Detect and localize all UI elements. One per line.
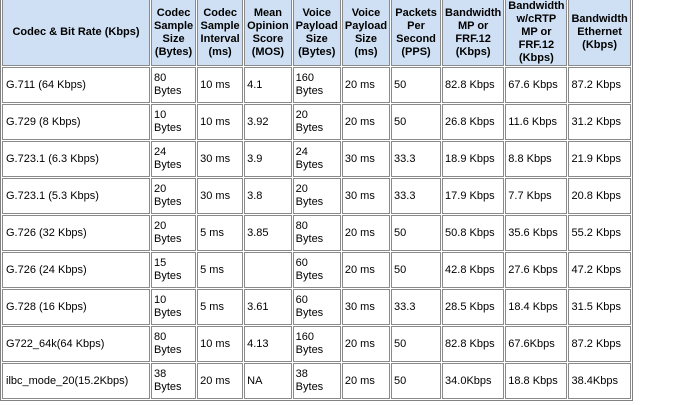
cell-sample-interval: 5 ms [197, 289, 243, 325]
cell-payload-bytes: 160 Bytes [293, 67, 341, 103]
cell-pps: 50 [391, 67, 441, 103]
cell-bandwidth-mp: 82.8 Kbps [442, 326, 504, 362]
cell-codec: G722_64k(64 Kbps) [2, 326, 150, 362]
cell-bandwidth-mp: 42.8 Kbps [442, 252, 504, 288]
cell-bandwidth-ethernet: 55.2 Kbps [568, 215, 630, 251]
cell-payload-ms: 30 ms [342, 289, 390, 325]
table-row [2, 215, 631, 251]
table-row [2, 363, 631, 399]
cell-pps: 50 [391, 363, 441, 399]
cell-bandwidth-ethernet: 31.2 Kbps [568, 104, 630, 140]
cell-bandwidth-mp: 28.5 Kbps [442, 289, 504, 325]
header-bandwidth-ethernet: Bandwidth Ethernet (Kbps) [568, 0, 630, 66]
cell-sample-interval: 20 ms [197, 363, 243, 399]
cell-pps: 33.3 [391, 141, 441, 177]
cell-sample-size: 80 Bytes [151, 67, 196, 103]
cell-codec: G.711 (64 Kbps) [2, 67, 150, 103]
cell-sample-size: 10 Bytes [151, 104, 196, 140]
cell-bandwidth-crtp: 27.6 Kbps [505, 252, 567, 288]
cell-mos: 4.13 [244, 326, 292, 362]
cell-payload-ms: 20 ms [342, 104, 390, 140]
cell-pps: 33.3 [391, 178, 441, 214]
header-mos: Mean Opinion Score (MOS) [244, 0, 292, 66]
table-row [2, 252, 631, 288]
table-row [2, 67, 631, 103]
cell-sample-interval: 10 ms [197, 104, 243, 140]
cell-bandwidth-mp: 18.9 Kbps [442, 141, 504, 177]
cell-bandwidth-ethernet: 87.2 Kbps [568, 67, 630, 103]
cell-mos: 3.85 [244, 215, 292, 251]
cell-sample-interval: 5 ms [197, 215, 243, 251]
cell-mos: 3.61 [244, 289, 292, 325]
header-row [2, 0, 631, 66]
cell-bandwidth-ethernet: 20.8 Kbps [568, 178, 630, 214]
cell-mos: 3.92 [244, 104, 292, 140]
cell-pps: 50 [391, 252, 441, 288]
table-row [2, 178, 631, 214]
cell-pps: 50 [391, 326, 441, 362]
cell-codec: G.728 (16 Kbps) [2, 289, 150, 325]
cell-payload-bytes: 24 Bytes [293, 141, 341, 177]
cell-bandwidth-mp: 26.8 Kbps [442, 104, 504, 140]
header-bandwidth-crtp: Bandwidth w/cRTP MP or FRF.12 (Kbps) [505, 0, 567, 66]
cell-sample-size: 20 Bytes [151, 178, 196, 214]
cell-bandwidth-ethernet: 38.4Kbps [568, 363, 630, 399]
cell-bandwidth-mp: 34.0Kbps [442, 363, 504, 399]
cell-bandwidth-crtp: 7.7 Kbps [505, 178, 567, 214]
cell-sample-size: 10 Bytes [151, 289, 196, 325]
cell-sample-size: 38 Bytes [151, 363, 196, 399]
cell-codec: G.726 (32 Kbps) [2, 215, 150, 251]
cell-mos: 3.9 [244, 141, 292, 177]
cell-mos [244, 252, 292, 288]
cell-codec: G.723.1 (5.3 Kbps) [2, 178, 150, 214]
cell-codec: ilbc_mode_20(15.2Kbps) [2, 363, 150, 399]
cell-bandwidth-mp: 50.8 Kbps [442, 215, 504, 251]
cell-payload-ms: 20 ms [342, 252, 390, 288]
cell-bandwidth-mp: 17.9 Kbps [442, 178, 504, 214]
header-voice-payload-ms: Voice Payload Size (ms) [342, 0, 390, 66]
cell-codec: G.723.1 (6.3 Kbps) [2, 141, 150, 177]
cell-payload-ms: 20 ms [342, 326, 390, 362]
cell-payload-bytes: 20 Bytes [293, 104, 341, 140]
cell-bandwidth-crtp: 18.4 Kbps [505, 289, 567, 325]
cell-payload-bytes: 80 Bytes [293, 215, 341, 251]
cell-payload-ms: 20 ms [342, 215, 390, 251]
header-codec-bit-rate: Codec & Bit Rate (Kbps) [2, 0, 150, 66]
cell-bandwidth-crtp: 67.6Kbps [505, 326, 567, 362]
cell-payload-bytes: 38 Bytes [293, 363, 341, 399]
cell-sample-size: 80 Bytes [151, 326, 196, 362]
cell-sample-size: 24 Bytes [151, 141, 196, 177]
cell-mos: NA [244, 363, 292, 399]
cell-pps: 50 [391, 104, 441, 140]
cell-payload-bytes: 20 Bytes [293, 178, 341, 214]
cell-pps: 33.3 [391, 289, 441, 325]
cell-bandwidth-ethernet: 31.5 Kbps [568, 289, 630, 325]
table-row [2, 141, 631, 177]
cell-bandwidth-crtp: 18.8 Kbps [505, 363, 567, 399]
cell-bandwidth-ethernet: 47.2 Kbps [568, 252, 630, 288]
cell-sample-interval: 5 ms [197, 252, 243, 288]
cell-bandwidth-ethernet: 21.9 Kbps [568, 141, 630, 177]
cell-bandwidth-mp: 82.8 Kbps [442, 67, 504, 103]
cell-sample-interval: 10 ms [197, 67, 243, 103]
table-row [2, 289, 631, 325]
cell-codec: G.726 (24 Kbps) [2, 252, 150, 288]
cell-bandwidth-crtp: 8.8 Kbps [505, 141, 567, 177]
table-body [2, 67, 631, 399]
cell-sample-interval: 10 ms [197, 326, 243, 362]
cell-sample-interval: 30 ms [197, 178, 243, 214]
cell-bandwidth-crtp: 11.6 Kbps [505, 104, 567, 140]
header-pps: Packets Per Second (PPS) [391, 0, 441, 66]
cell-sample-size: 20 Bytes [151, 215, 196, 251]
cell-payload-ms: 30 ms [342, 141, 390, 177]
cell-payload-ms: 30 ms [342, 178, 390, 214]
cell-payload-ms: 20 ms [342, 363, 390, 399]
cell-pps: 50 [391, 215, 441, 251]
header-codec-sample-interval: Codec Sample Interval (ms) [197, 0, 243, 66]
cell-mos: 3.8 [244, 178, 292, 214]
cell-payload-bytes: 60 Bytes [293, 252, 341, 288]
cell-payload-bytes: 160 Bytes [293, 326, 341, 362]
table-row [2, 326, 631, 362]
cell-mos: 4.1 [244, 67, 292, 103]
cell-bandwidth-ethernet: 87.2 Kbps [568, 326, 630, 362]
cell-sample-interval: 30 ms [197, 141, 243, 177]
cell-payload-bytes: 60 Bytes [293, 289, 341, 325]
cell-bandwidth-crtp: 67.6 Kbps [505, 67, 567, 103]
cell-payload-ms: 20 ms [342, 67, 390, 103]
cell-sample-size: 15 Bytes [151, 252, 196, 288]
cell-bandwidth-crtp: 35.6 Kbps [505, 215, 567, 251]
cell-codec: G.729 (8 Kbps) [2, 104, 150, 140]
header-bandwidth-mp-frf12: Bandwidth MP or FRF.12 (Kbps) [442, 0, 504, 66]
header-codec-sample-size: Codec Sample Size (Bytes) [151, 0, 196, 66]
table-row [2, 104, 631, 140]
header-voice-payload-bytes: Voice Payload Size (Bytes) [293, 0, 341, 66]
